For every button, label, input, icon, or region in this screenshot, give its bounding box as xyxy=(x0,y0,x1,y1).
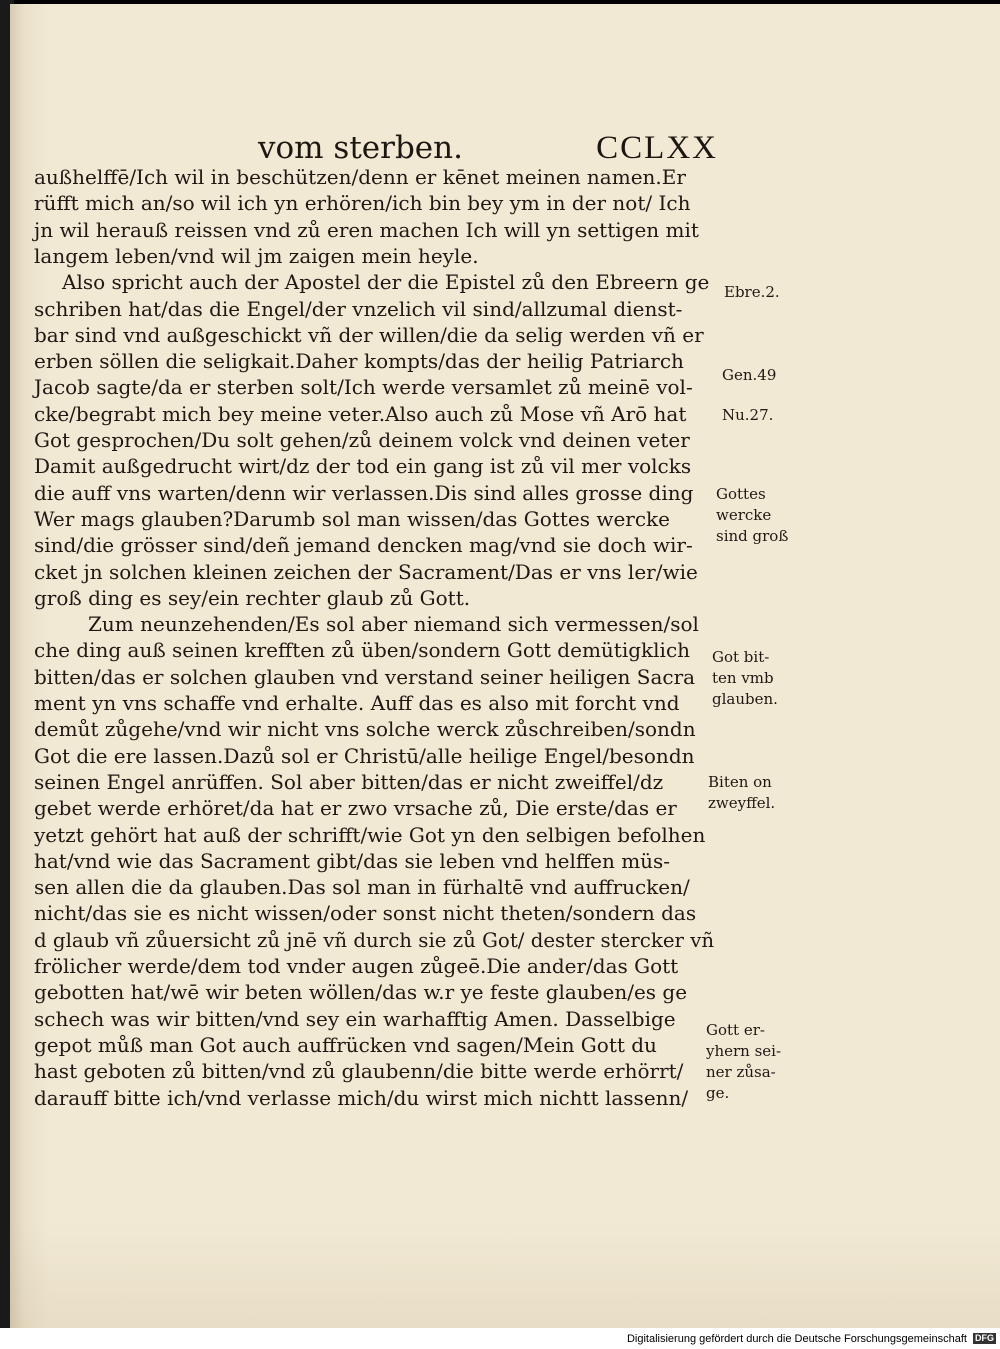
text-line: sen allen die da glauben.Das sol man in fürhaltē vnd auffrucken/ xyxy=(34,875,690,900)
text-line: nicht/das sie es nicht wissen/oder sonst nicht theten/sondern das xyxy=(34,901,697,926)
text-line: Wer mags glauben?Darumb sol man wissen/das Gottes wercke xyxy=(34,506,671,531)
text-line: Jacob sagte/da er sterben solt/Ich werde versamlet zů meinē vol- xyxy=(34,375,693,400)
marginal-note: wercke xyxy=(716,506,772,524)
text-line: gebet werde erhöret/da hat er zwo vrsache zů, Die erste/das er xyxy=(34,796,677,821)
digitization-credit xyxy=(0,1333,996,1349)
text-line: cke/begrabt mich bey meine veter.Also auch zů Mose vñ Arō hat xyxy=(34,401,687,426)
text-line: langem leben/vnd wil jm zaigen mein heyle. xyxy=(34,243,479,268)
text-line: hast geboten zů bitten/vnd zů glaubenn/die bitte werde erhörrt/ xyxy=(34,1059,684,1084)
text-line: Also spricht auch der Apostel der die Epistel zů den Ebreern ge xyxy=(62,270,710,295)
text-line: schriben hat/das die Engel/der vnzelich vil sind/allzumal dienst- xyxy=(34,296,683,321)
text-line: rüfft mich an/so wil ich yn erhören/ich bin bey ym in der not/ Ich xyxy=(34,191,691,216)
text-line: seinen Engel anrüffen. Sol aber bitten/das er nicht zweiffel/dz xyxy=(34,769,664,794)
marginal-note: Ebre.2. xyxy=(724,283,780,301)
text-line: außhelffē/Ich wil in beschützen/denn er kēnet meinen namen.Er xyxy=(34,165,686,189)
running-title: vom sterben. xyxy=(258,130,463,166)
marginal-note: Biten on xyxy=(708,773,772,791)
text-line: Got die ere lassen.Dazů sol er Christū/alle heilige Engel/besondn xyxy=(34,743,695,768)
marginal-note: ner zůsa- xyxy=(706,1063,776,1081)
marginal-note: Gen.49 xyxy=(722,366,777,384)
text-line: ment yn vns schaffe vnd erhalte. Auff das es also mit forcht vnd xyxy=(34,691,680,715)
marginal-note: Got bit- xyxy=(712,648,770,666)
text-line: groß ding es sey/ein rechter glaub zů Gott. xyxy=(34,585,471,610)
marginal-note: glauben. xyxy=(712,690,778,708)
marginal-note: ten vmb xyxy=(712,669,774,687)
marginal-note: ge. xyxy=(706,1084,730,1102)
marginal-note: Nu.27. xyxy=(722,406,774,424)
text-line: bitten/das er solchen glauben vnd verstand seiner heiligen Sacra xyxy=(34,664,696,689)
text-line: che ding auß seinen krefften zů üben/sondern Gott demütigklich xyxy=(34,638,691,663)
text-line: cket jn solchen kleinen zeichen der Sacrament/Das er vns ler/wie xyxy=(34,559,698,584)
text-line: hat/vnd wie das Sacrament gibt/das sie leben vnd helffen müs- xyxy=(34,848,671,873)
marginal-note: Gott er- xyxy=(706,1021,765,1039)
text-line: Zum neunzehenden/Es sol aber niemand sich vermessen/sol xyxy=(88,612,699,637)
text-line: gepot můß man Got auch auffrücken vnd sagen/Mein Gott du xyxy=(34,1032,657,1057)
text-line: jn wil herauß reissen vnd zů eren machen Ich will yn settigen mit xyxy=(34,217,699,242)
folio-number: CCLXX xyxy=(596,130,718,166)
text-line: erben söllen die seligkait.Daher kompts/das der heilig Patriarch xyxy=(34,349,684,374)
text-line: schech was wir bitten/vnd sey ein warhafftig Amen. Dasselbige xyxy=(34,1006,676,1031)
text-line: bar sind vnd außgeschickt vñ der willen/die da selig werden vñ er xyxy=(34,322,704,347)
marginal-note: sind groß xyxy=(716,527,789,545)
text-line: sind/die grösser sind/deñ jemand dencken mag/vnd sie doch wir- xyxy=(34,533,693,558)
text-line: Damit außgedrucht wirt/dz der tod ein gang ist zů vil mer volcks xyxy=(34,454,692,479)
credit-text: Digitalisierung gefördert durch die Deutsche Forschungsgemeinschaft xyxy=(626,1333,967,1345)
text-line: frölicher werde/dem tod vnder augen zůgeē.Die ander/das Gott xyxy=(34,954,679,978)
marginal-note: Gottes xyxy=(716,485,766,503)
marginal-note: yhern sei- xyxy=(706,1042,782,1060)
text-line: darauff bitte ich/vnd verlasse mich/du wirst mich nichtt lassenn/ xyxy=(34,1085,689,1110)
text-line: Got gesprochen/Du solt gehen/zů deinem volck vnd deinen veter xyxy=(34,428,690,452)
text-line: demůt zůgehe/vnd wir nicht vns solche werck zůschreiben/sondn xyxy=(34,717,696,742)
text-line: yetzt gehört hat auß der schrifft/wie Got yn den selbigen befolhen xyxy=(34,822,706,847)
dfg-logo: DFG xyxy=(975,1333,994,1343)
text-line: die auff vns warten/denn wir verlassen.Dis sind alles grosse ding xyxy=(34,480,694,505)
marginal-note: zweyffel. xyxy=(708,794,776,812)
text-line: gebotten hat/wē wir beten wöllen/das w.r ye feste glauben/es ge xyxy=(34,980,688,1005)
text-line: d glaub vñ zůuersicht zů jnē vñ durch sie zů Got/ dester stercker vñ xyxy=(34,927,715,952)
